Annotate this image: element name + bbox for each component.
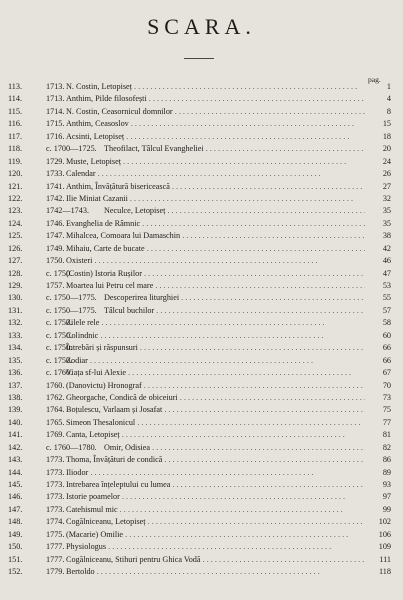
entry-number: 119. xyxy=(8,156,23,166)
contents-row xyxy=(0,380,403,392)
contents-row xyxy=(0,429,403,441)
leader-dots xyxy=(201,555,365,564)
entry-number: 129. xyxy=(8,281,23,290)
entry-title-text: Catehismul mic xyxy=(66,504,118,514)
entry-page: 60 xyxy=(382,330,391,340)
entry-year: 1747. xyxy=(46,231,65,241)
entry-year: 1773. xyxy=(46,504,65,514)
entry-title xyxy=(66,392,365,404)
entry-number: 127. xyxy=(8,256,23,266)
entry-number: 123. xyxy=(8,206,23,216)
entry-title-text: Tâlcul buchilor xyxy=(104,305,155,315)
entry-title-text: Descoperirea liturghiei xyxy=(104,293,180,303)
contents-list xyxy=(0,81,403,579)
entry-year: 1773. xyxy=(46,492,65,502)
entry-title xyxy=(104,205,365,217)
entry-number: 113. xyxy=(8,82,23,91)
entry-year: 1777. xyxy=(46,554,65,564)
entry-page: 73 xyxy=(382,392,391,402)
contents-row xyxy=(0,355,403,367)
leader-dots xyxy=(92,256,317,265)
leader-dots xyxy=(138,343,363,352)
entry-title xyxy=(66,317,365,329)
leader-dots xyxy=(173,107,365,116)
contents-row xyxy=(0,193,403,205)
entry-year: 1713. xyxy=(46,82,65,91)
entry-page: 57 xyxy=(382,305,391,315)
leader-dots xyxy=(99,318,324,327)
leader-dots xyxy=(88,468,313,477)
entry-title xyxy=(66,529,365,541)
entry-title-text: Întrebări și răspunsuri xyxy=(66,343,138,353)
entry-number: 131. xyxy=(8,305,23,315)
entry-page: 46 xyxy=(382,256,391,266)
entry-year: 1764. xyxy=(46,405,65,415)
entry-year: c. 1760—1780. xyxy=(46,442,97,452)
leader-dots xyxy=(88,356,313,365)
entry-number: 130. xyxy=(8,293,23,303)
contents-row xyxy=(0,541,403,553)
entry-title xyxy=(66,454,365,466)
entry-page: 35 xyxy=(382,218,391,228)
contents-row xyxy=(0,268,403,280)
entry-title xyxy=(66,230,365,242)
entry-title-text: Bertoldo xyxy=(66,567,95,577)
contents-row xyxy=(0,255,403,267)
entry-page: 93 xyxy=(382,480,391,489)
entry-title xyxy=(66,218,365,230)
entry-page: 102 xyxy=(378,517,391,527)
page-title: SCARA. xyxy=(147,14,256,39)
entry-number: 136. xyxy=(8,368,23,378)
entry-page: 35 xyxy=(382,206,391,216)
entry-page: 118 xyxy=(379,567,391,577)
leader-dots xyxy=(95,567,320,576)
entry-page: 99 xyxy=(382,504,391,514)
entry-title xyxy=(66,168,365,180)
entry-number: 149. xyxy=(8,529,23,539)
entry-page: 42 xyxy=(382,243,391,253)
leader-dots xyxy=(162,405,365,414)
entry-page: 77 xyxy=(382,417,391,427)
entry-year: 1742—1743. xyxy=(46,206,89,216)
entry-number: 118. xyxy=(8,144,23,154)
entry-page: 1 xyxy=(386,82,391,91)
entry-year: 1777. xyxy=(46,542,65,552)
entry-page: 111 xyxy=(379,554,391,564)
entry-year: 1714. xyxy=(46,106,65,116)
entry-number: 126. xyxy=(8,243,23,253)
entry-number: 114. xyxy=(8,94,23,104)
entry-number: 139. xyxy=(8,405,23,415)
contents-row xyxy=(0,479,403,491)
contents-row xyxy=(0,81,403,93)
contents-row xyxy=(0,317,403,329)
entry-year: 1760. xyxy=(46,380,65,390)
entry-year: 1750. xyxy=(46,256,65,266)
entry-number: 122. xyxy=(8,193,23,203)
contents-row xyxy=(0,454,403,466)
entry-year: 1741. xyxy=(46,181,65,191)
entry-page: 18 xyxy=(382,131,391,141)
contents-row xyxy=(0,442,403,454)
leader-dots xyxy=(162,455,365,464)
leader-dots xyxy=(124,132,349,141)
entry-page: 53 xyxy=(382,281,391,290)
entry-title-text: Istorie poamelor xyxy=(66,492,120,502)
entry-page: 81 xyxy=(382,430,391,440)
entry-number: 151. xyxy=(8,554,23,564)
leader-dots xyxy=(145,244,365,253)
entry-title-text: Physiologus xyxy=(66,542,107,552)
entry-title-text: Canta, Letopiseț xyxy=(66,430,120,440)
entry-title xyxy=(66,106,365,118)
entry-title-text: Oxisteri xyxy=(66,256,93,266)
entry-title xyxy=(66,479,365,491)
entry-year: c. 1700—1725. xyxy=(46,144,97,154)
entry-title xyxy=(66,131,365,143)
entry-year: c. 1750. xyxy=(46,268,73,278)
leader-dots xyxy=(135,418,360,427)
entry-title-text: Acsinti, Letopiseț xyxy=(66,131,125,141)
entry-number: 140. xyxy=(8,417,23,427)
leader-dots xyxy=(146,517,365,526)
entry-title xyxy=(66,81,365,93)
entry-number: 125. xyxy=(8,231,23,241)
entry-title-text: Muste, Letopiseț xyxy=(66,156,122,166)
entry-title xyxy=(66,404,365,416)
entry-title xyxy=(66,181,365,193)
entry-title-text: (Macarie) Omilie xyxy=(66,529,124,539)
entry-title-text: Omir, Odisiea xyxy=(104,442,151,452)
contents-row xyxy=(0,292,403,304)
entry-page: 66 xyxy=(382,343,391,353)
leader-dots xyxy=(147,94,365,103)
leader-dots xyxy=(142,381,365,390)
entry-year: 1729. xyxy=(46,156,65,166)
contents-row xyxy=(0,205,403,217)
entry-page: 67 xyxy=(382,368,391,378)
entry-year: 1749. xyxy=(46,243,65,253)
entry-page: 8 xyxy=(386,106,391,116)
entry-title-text: Zodiar xyxy=(66,355,88,365)
entry-title-text: (Costin) Istoria Rușilor xyxy=(66,268,142,278)
entry-title-text: Calendar xyxy=(66,169,96,179)
entry-title xyxy=(104,305,365,317)
contents-row xyxy=(0,504,403,516)
entry-title-text: Intrebarea înțeleptului cu lumea xyxy=(66,480,171,489)
entry-number: 142. xyxy=(8,442,23,452)
entry-page: 47 xyxy=(382,268,391,278)
entry-title xyxy=(66,367,365,379)
entry-title xyxy=(66,491,365,503)
entry-title xyxy=(66,280,365,292)
contents-row xyxy=(0,392,403,404)
entry-year: 1742. xyxy=(46,193,65,203)
contents-row xyxy=(0,156,403,168)
entry-title xyxy=(66,467,365,479)
entry-title xyxy=(66,193,365,205)
entry-number: 141. xyxy=(8,430,23,440)
entry-number: 148. xyxy=(8,517,23,527)
entry-page: 38 xyxy=(382,231,391,241)
entry-page: 15 xyxy=(382,119,391,129)
entry-title xyxy=(66,355,365,367)
leader-dots xyxy=(153,281,365,290)
entry-page: 24 xyxy=(382,156,391,166)
leader-dots xyxy=(170,182,365,191)
entry-year: c. 1750. xyxy=(46,330,73,340)
contents-row xyxy=(0,106,403,118)
contents-row xyxy=(0,131,403,143)
entry-number: 150. xyxy=(8,542,23,552)
entry-year: 1773. xyxy=(46,467,65,477)
entry-year: 1762. xyxy=(46,392,65,402)
leader-dots xyxy=(98,331,323,340)
entry-year: 1757. xyxy=(46,281,65,290)
entry-title-text: N. Costin, Letopiseț xyxy=(66,82,132,91)
entry-year: 1713. xyxy=(46,94,65,104)
leader-dots xyxy=(180,231,365,240)
entry-year: c. 1750. xyxy=(46,318,73,328)
entry-number: 124. xyxy=(8,218,23,228)
entry-page: 20 xyxy=(382,144,391,154)
entry-title xyxy=(66,255,365,267)
entry-title xyxy=(66,541,365,553)
entry-page: 55 xyxy=(382,293,391,303)
entry-page: 97 xyxy=(382,492,391,502)
contents-row xyxy=(0,404,403,416)
entry-title xyxy=(66,156,365,168)
entry-number: 134. xyxy=(8,343,23,353)
contents-row xyxy=(0,417,403,429)
entry-title-text: Theofilact, Tâlcul Evangheliei xyxy=(104,144,204,154)
entry-number: 147. xyxy=(8,504,23,514)
entry-number: 137. xyxy=(8,380,23,390)
entry-page: 89 xyxy=(382,467,391,477)
entry-title-text: Colindnic xyxy=(66,330,99,340)
entry-title xyxy=(66,330,365,342)
entry-year: 1765. xyxy=(46,417,65,427)
entry-number: 120. xyxy=(8,169,23,179)
entry-title-text: (Danovictu) Hronograf xyxy=(66,380,142,390)
entry-year: c. 1750—1775. xyxy=(46,293,97,303)
entry-title xyxy=(66,566,365,578)
entry-number: 138. xyxy=(8,392,23,402)
leader-dots xyxy=(132,82,357,91)
entry-title xyxy=(66,504,365,516)
contents-row xyxy=(0,118,403,130)
leader-dots xyxy=(120,430,345,439)
entry-title-text: Viața sf-lui Alexie xyxy=(66,368,126,378)
entry-number: 143. xyxy=(8,455,23,465)
entry-title-text: Mihaiu, Carte de bucate xyxy=(66,243,145,253)
entry-year: 1715. xyxy=(46,119,65,129)
entry-title-text: Moartea lui Petru cel mare xyxy=(66,281,154,290)
entry-title-text: Iliodor xyxy=(66,467,89,477)
entry-number: 135. xyxy=(8,355,23,365)
entry-title-text: Simeon Thesalonicul xyxy=(66,417,136,427)
entry-title-text: Zilele rele xyxy=(66,318,100,328)
entry-title-text: Thoma, Învățături de condică xyxy=(66,455,163,465)
entry-title-text: Neculce, Letopiseț xyxy=(104,206,166,216)
leader-dots xyxy=(204,144,365,153)
entry-number: 121. xyxy=(8,181,23,191)
entry-year: c. 1750. xyxy=(46,355,73,365)
entry-year: 1775. xyxy=(46,529,65,539)
page-column-header: pag. xyxy=(368,75,381,84)
entry-title xyxy=(66,118,365,130)
leader-dots xyxy=(154,306,365,315)
entry-page: 32 xyxy=(382,193,391,203)
contents-row xyxy=(0,243,403,255)
entry-title xyxy=(66,516,365,528)
entry-page: 27 xyxy=(382,181,391,191)
contents-row xyxy=(0,330,403,342)
entry-title xyxy=(104,292,365,304)
entry-year: 1773. xyxy=(46,455,65,465)
entry-year: 1746. xyxy=(46,218,65,228)
leader-dots xyxy=(118,505,343,514)
entry-title xyxy=(104,143,365,155)
contents-row xyxy=(0,566,403,578)
entry-title-text: Cogălniceanu, Stihuri pentru Ghica Vodă xyxy=(66,554,201,564)
contents-row xyxy=(0,93,403,105)
entry-title-text: N. Costin, Ceasornicul domnilor xyxy=(66,106,173,116)
entry-title xyxy=(66,243,365,255)
contents-row xyxy=(0,305,403,317)
leader-dots xyxy=(179,293,365,302)
entry-title xyxy=(66,554,365,566)
title-rule xyxy=(184,58,214,59)
entry-page: 70 xyxy=(382,380,391,390)
entry-title xyxy=(66,93,365,105)
entry-year: 1779. xyxy=(46,567,65,577)
entry-page: 106 xyxy=(378,529,391,539)
entry-title xyxy=(66,268,365,280)
leader-dots xyxy=(120,492,345,501)
entry-year: 1733. xyxy=(46,169,65,179)
contents-row xyxy=(0,367,403,379)
contents-row xyxy=(0,516,403,528)
contents-row xyxy=(0,554,403,566)
entry-number: 146. xyxy=(8,492,23,502)
leader-dots xyxy=(106,542,331,551)
entry-year: 1769. xyxy=(46,430,65,440)
contents-row xyxy=(0,467,403,479)
entry-title-text: Anthim, Învățătură bisericească xyxy=(66,181,170,191)
contents-row xyxy=(0,168,403,180)
contents-row xyxy=(0,491,403,503)
leader-dots xyxy=(121,157,346,166)
leader-dots xyxy=(129,119,354,128)
entry-number: 144. xyxy=(8,467,23,477)
contents-row xyxy=(0,280,403,292)
entry-number: 115. xyxy=(8,106,23,116)
entry-year: 1773. xyxy=(46,480,65,489)
entry-year: c. 1750. xyxy=(46,343,73,353)
entry-number: 152. xyxy=(8,567,23,577)
leader-dots xyxy=(128,194,353,203)
entry-year: 1716. xyxy=(46,131,65,141)
entry-title-text: Cogălniceanu, Letopiseț xyxy=(66,517,146,527)
entry-title xyxy=(66,380,365,392)
entry-page: 4 xyxy=(386,94,391,104)
leader-dots xyxy=(178,393,365,402)
entry-number: 117. xyxy=(8,131,23,141)
entry-number: 145. xyxy=(8,480,23,489)
contents-row xyxy=(0,342,403,354)
leader-dots xyxy=(96,169,321,178)
entry-page: 75 xyxy=(382,405,391,415)
entry-page: 86 xyxy=(382,455,391,465)
leader-dots xyxy=(170,480,365,489)
entry-number: 116. xyxy=(8,119,23,129)
leader-dots xyxy=(140,219,365,228)
entry-title xyxy=(66,417,365,429)
entry-title xyxy=(104,442,365,454)
entry-year: 1774. xyxy=(46,517,65,527)
contents-row xyxy=(0,529,403,541)
leader-dots xyxy=(165,206,365,215)
entry-year: c. 1760. xyxy=(46,368,73,378)
entry-title-text: Ilie Miniat Cazanii xyxy=(66,193,128,203)
entry-page: 82 xyxy=(382,442,391,452)
contents-row xyxy=(0,218,403,230)
leader-dots xyxy=(126,368,351,377)
entry-title-text: Gheorgache, Condică de obiceiuri xyxy=(66,392,178,402)
entry-number: 128. xyxy=(8,268,23,278)
entry-title-text: Anthim, Pilde filosofești xyxy=(66,94,147,104)
entry-number: 133. xyxy=(8,330,23,340)
entry-page: 58 xyxy=(382,318,391,328)
entry-page: 66 xyxy=(382,355,391,365)
contents-row xyxy=(0,143,403,155)
entry-title-text: Boțulescu, Varlaam și Josafat xyxy=(66,405,163,415)
entry-number: 132. xyxy=(8,318,23,328)
entry-title xyxy=(66,429,365,441)
contents-row xyxy=(0,230,403,242)
entry-title-text: Anthim, Ceasoslov xyxy=(66,119,129,129)
leader-dots xyxy=(142,269,365,278)
entry-title-text: Mihalcea, Comoara lui Damaschin xyxy=(66,231,181,241)
entry-title xyxy=(66,342,365,354)
entry-year: c. 1750—1775. xyxy=(46,305,97,315)
entry-page: 26 xyxy=(382,169,391,179)
leader-dots xyxy=(123,530,348,539)
entry-title-text: Evanghelia de Râmnic xyxy=(66,218,141,228)
contents-row xyxy=(0,181,403,193)
leader-dots xyxy=(150,443,365,452)
entry-page: 109 xyxy=(378,542,391,552)
